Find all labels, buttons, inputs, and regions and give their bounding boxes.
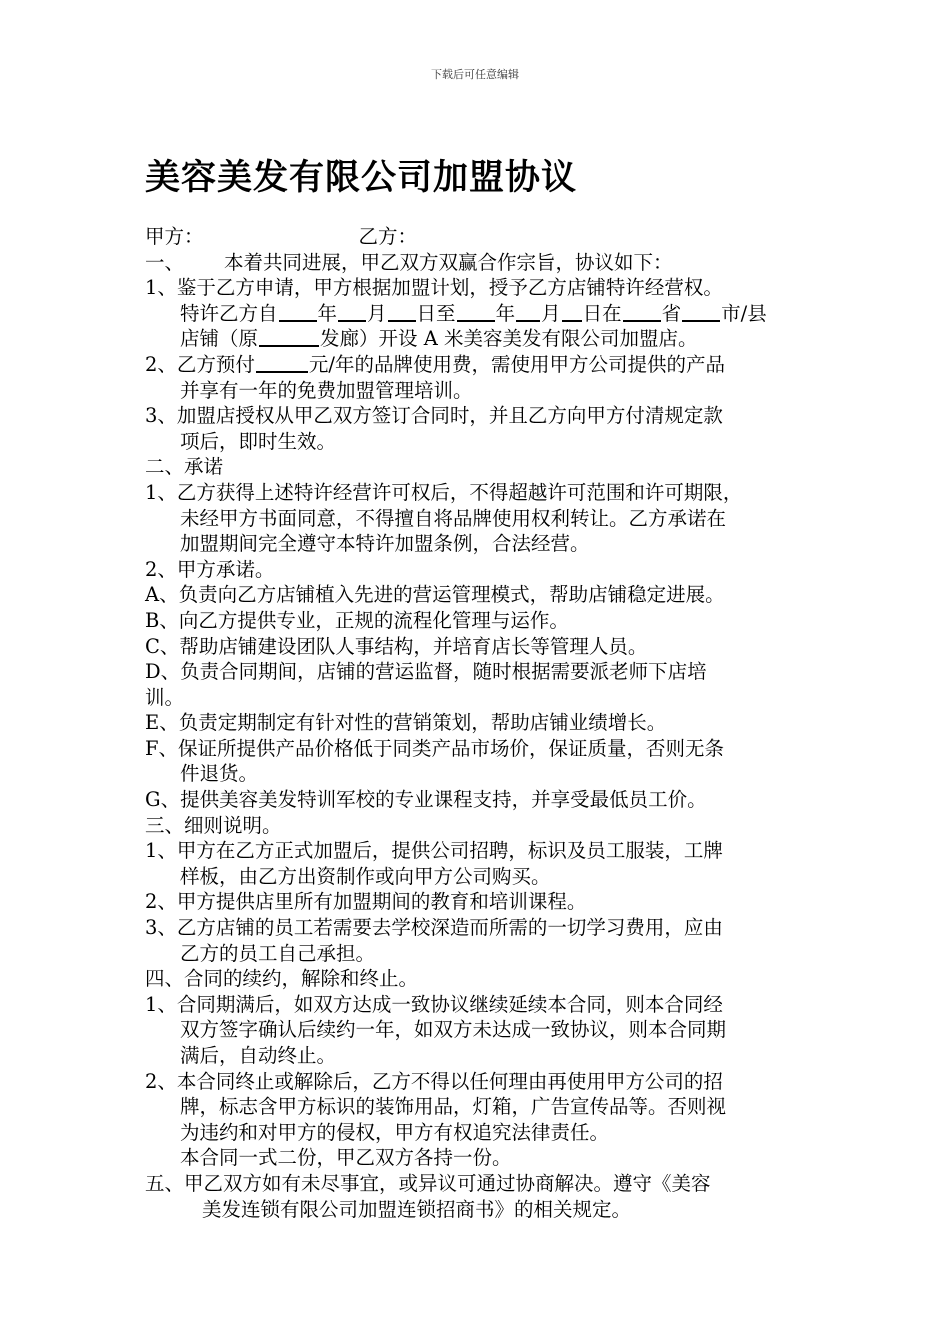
section-1-intro: 本着共同进展，甲乙双方双赢合作宗旨，协议如下： — [224, 250, 673, 274]
party-b-label: 乙方： — [358, 225, 418, 248]
blank-start-year — [279, 302, 317, 322]
commitment-e: E、负责定期制定有针对性的营销策划，帮助店铺业绩增长。 — [145, 711, 667, 735]
clause-1-1-dates: 特许乙方自 年 月 日至 年 月 日在 省 市/县 — [180, 301, 767, 325]
document-title: 美容美发有限公司加盟协议 — [145, 158, 578, 198]
clause-3-2: 2、甲方提供店里所有加盟期间的教育和培训课程。 — [145, 890, 587, 914]
header-note: 下载后可任意编辑 — [431, 68, 519, 81]
blank-salon-name — [259, 327, 319, 347]
clause-1-1: 1、鉴于乙方申请，甲方根据加盟计划，授予乙方店铺特许经营权。 — [145, 276, 723, 300]
section-4-heading: 四、合同的续约，解除和终止。 — [145, 967, 419, 991]
clause-4-1-cont2: 满后，自动终止。 — [180, 1044, 337, 1067]
commitment-f: F、保证所提供产品价格低于同类产品市场价，保证质量，否则无条 — [145, 736, 725, 760]
clause-1-2-cont: 并享有一年的免费加盟管理培训。 — [180, 378, 473, 402]
party-a-label: 甲方： — [145, 225, 204, 248]
section-3-heading: 三、细则说明。 — [145, 813, 282, 837]
commitment-a: A、负责向乙方店铺植入先进的营运管理模式，帮助店铺稳定进展。 — [145, 583, 725, 607]
commitment-d-cont: 训。 — [145, 685, 185, 709]
clause-2-2: 2、甲方承诺。 — [145, 557, 275, 581]
clause-2-1: 1、乙方获得上述特许经营许可权后，不得超越许可范围和许可期限， — [145, 480, 743, 504]
clause-3-3-cont: 乙方的员工自己承担。 — [180, 941, 376, 965]
section-2-heading: 二、承诺 — [145, 455, 224, 479]
commitment-b: B、向乙方提供专业，正规的流程化管理与运作。 — [145, 608, 569, 632]
clause-4-2-cont2: 为违约和对甲方的侵权，甲方有权追究法律责任。 — [180, 1120, 610, 1144]
commitment-c: C、帮助店铺建设团队人事结构，并培育店长等管理人员。 — [145, 634, 648, 658]
clause-4-2-cont: 牌，标志含甲方标识的装饰用品，灯箱，广告宣传品等。否则视 — [180, 1095, 727, 1119]
clause-3-3: 3、乙方店铺的员工若需要去学校深造而所需的一切学习费用，应由 — [145, 916, 723, 940]
clause-4-2: 2、本合同终止或解除后，乙方不得以任何理由再使用甲方公司的招 — [145, 1069, 723, 1093]
blank-brand-fee — [256, 353, 308, 373]
commitment-f-cont: 件退货。 — [180, 762, 259, 786]
clause-1-3: 3、加盟店授权从甲乙双方签订合同时，并且乙方向甲方付清规定款 — [145, 404, 723, 428]
parties-line — [145, 224, 835, 250]
clause-1-2: 2、乙方预付 元/年的品牌使用费，需使用甲方公司提供的产品 — [145, 352, 725, 376]
section-5: 五、甲乙双方如有未尽事宜，或异议可通过协商解决。遵守《美容 — [145, 1171, 711, 1195]
blank-end-year — [457, 302, 495, 322]
clause-4-1: 1、合同期满后，如双方达成一致协议继续延续本合同，则本合同经 — [145, 992, 723, 1016]
commitment-g: G、提供美容美发特训军校的专业课程支持，并享受最低员工价。 — [145, 788, 707, 812]
clause-3-1: 1、甲方在乙方正式加盟后，提供公司招聘，标识及员工服装，工牌 — [145, 839, 723, 863]
blank-start-day — [388, 302, 416, 322]
section-1-heading — [145, 250, 835, 276]
agreement-body — [145, 224, 835, 1222]
clause-4-1-cont: 双方签字确认后续约一年，如双方未达成一致协议，则本合同期 — [180, 1018, 727, 1042]
blank-province — [623, 302, 661, 322]
commitment-d: D、负责合同期间，店铺的营运监督，随时根据需要派老师下店培 — [145, 660, 707, 684]
blank-end-day — [562, 302, 582, 322]
clause-1-3-cont: 项后，即时生效。 — [180, 429, 337, 453]
section-5-cont: 美发连锁有限公司加盟连锁招商书》的相关规定。 — [202, 1197, 632, 1221]
clause-2-1-cont: 未经甲方书面同意，不得擅自将品牌使用权利转让。乙方承诺在 — [180, 506, 727, 530]
blank-start-month — [338, 302, 366, 322]
blank-city — [682, 302, 720, 322]
clause-1-1-store: 店铺（原 发廊）开设 A 米美容美发有限公司加盟店。 — [180, 327, 698, 351]
blank-end-month — [516, 302, 540, 322]
section-1-number: 一、 — [145, 250, 185, 274]
clause-3-1-cont: 样板，由乙方出资制作或向甲方公司购买。 — [180, 864, 551, 888]
clause-2-1-cont2: 加盟期间完全遵守本特许加盟条例，合法经营。 — [180, 532, 590, 556]
copies-statement: 本合同一式二份，甲乙双方各持一份。 — [180, 1146, 512, 1170]
